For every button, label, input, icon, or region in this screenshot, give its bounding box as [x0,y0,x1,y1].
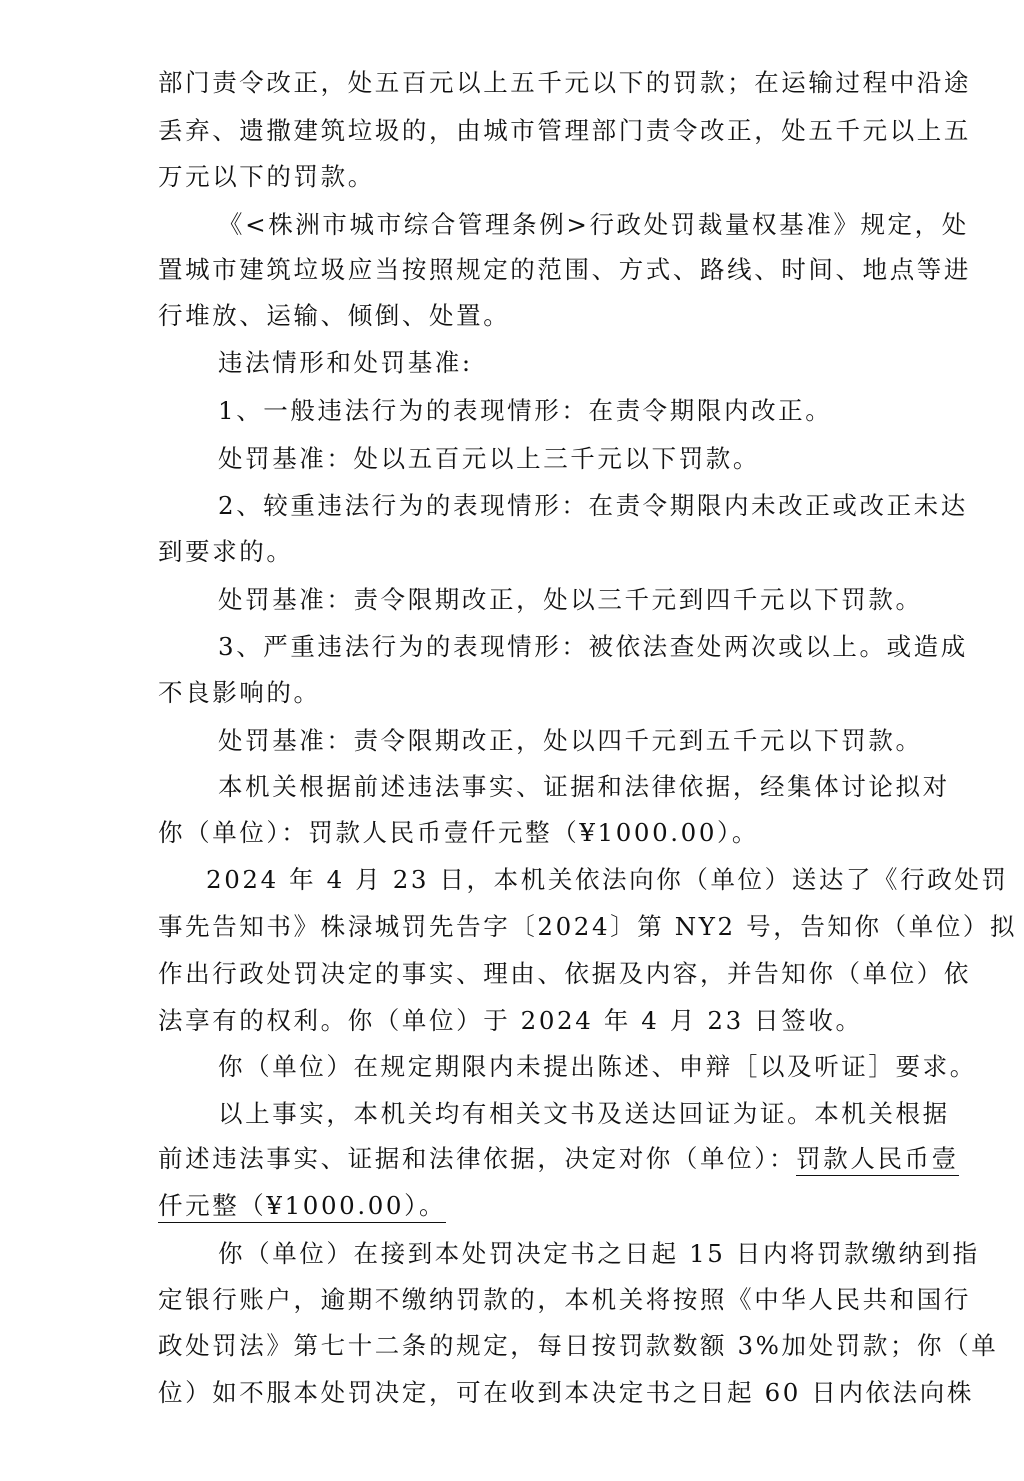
text-line: 到要求的。 [158,537,294,566]
text-line: 法享有的权利。你（单位）于 2024 年 4 月 23 日签收。 [158,1006,863,1035]
text-line: 作出行政处罚决定的事实、理由、依据及内容，并告知你（单位）依 [158,959,971,988]
text-line: 政处罚法》第七十二条的规定，每日按罚款数额 3%加处罚款；你（单 [158,1331,999,1360]
text-line: 行堆放、运输、倾倒、处置。 [158,301,511,330]
text-line: 以上事实，本机关均有相关文书及送达回证为证。本机关根据 [218,1099,950,1128]
penalty-amount-underlined: 罚款人民币壹 [796,1144,959,1176]
text-line: 2、较重违法行为的表现情形：在责令期限内未改正或改正未达 [218,491,968,520]
text-line: 你（单位）在接到本处罚决定书之日起 15 日内将罚款缴纳到指 [218,1239,980,1268]
text-line: 处罚基准：责令限期改正，处以三千元到四千元以下罚款。 [218,585,923,614]
text-line: 位）如不服本处罚决定，可在收到本决定书之日起 60 日内依法向株 [158,1378,974,1407]
text-line: 处罚基准：处以五百元以上三千元以下罚款。 [218,444,760,473]
text-line: 定银行账户，逾期不缴纳罚款的，本机关将按照《中华人民共和国行 [158,1285,971,1314]
text-line: 事先告知书》株渌城罚先告字〔2024〕第 NY2 号，告知你（单位）拟 [158,912,1018,941]
text-line: 置城市建筑垃圾应当按照规定的范围、方式、路线、时间、地点等进 [158,255,971,284]
penalty-amount-underlined: 仟元整（¥1000.00）。 [158,1191,446,1223]
text-line: 1、一般违法行为的表现情形：在责令期限内改正。 [218,396,833,425]
text-line: 《<株洲市城市综合管理条例>行政处罚裁量权基准》规定，处 [218,210,969,239]
text-line: 3、严重违法行为的表现情形：被依法查处两次或以上。或造成 [218,632,968,661]
text-segment: 前述违法事实、证据和法律依据，决定对你（单位）： [158,1144,797,1173]
text-line: 2024 年 4 月 23 日，本机关依法向你（单位）送达了《行政处罚 [206,865,1009,894]
text-line [158,1142,959,1176]
text-line: 违法情形和处罚基准: [218,348,473,377]
text-line: 本机关根据前述违法事实、证据和法律依据，经集体讨论拟对 [218,772,950,801]
text-line [158,1189,446,1223]
text-line: 丢弃、遗撒建筑垃圾的，由城市管理部门责令改正，处五千元以上五 [158,116,971,145]
text-line: 万元以下的罚款。 [158,162,375,191]
text-line: 部门责令改正，处五百元以上五千元以下的罚款；在运输过程中沿途 [158,68,971,97]
text-line: 处罚基准：责令限期改正，处以四千元到五千元以下罚款。 [218,726,923,755]
text-line: 你（单位）在规定期限内未提出陈述、申辩［以及听证］要求。 [218,1052,977,1081]
text-line: 不良影响的。 [158,678,321,707]
text-line: 你（单位）：罚款人民币壹仟元整（¥1000.00）。 [158,818,759,847]
